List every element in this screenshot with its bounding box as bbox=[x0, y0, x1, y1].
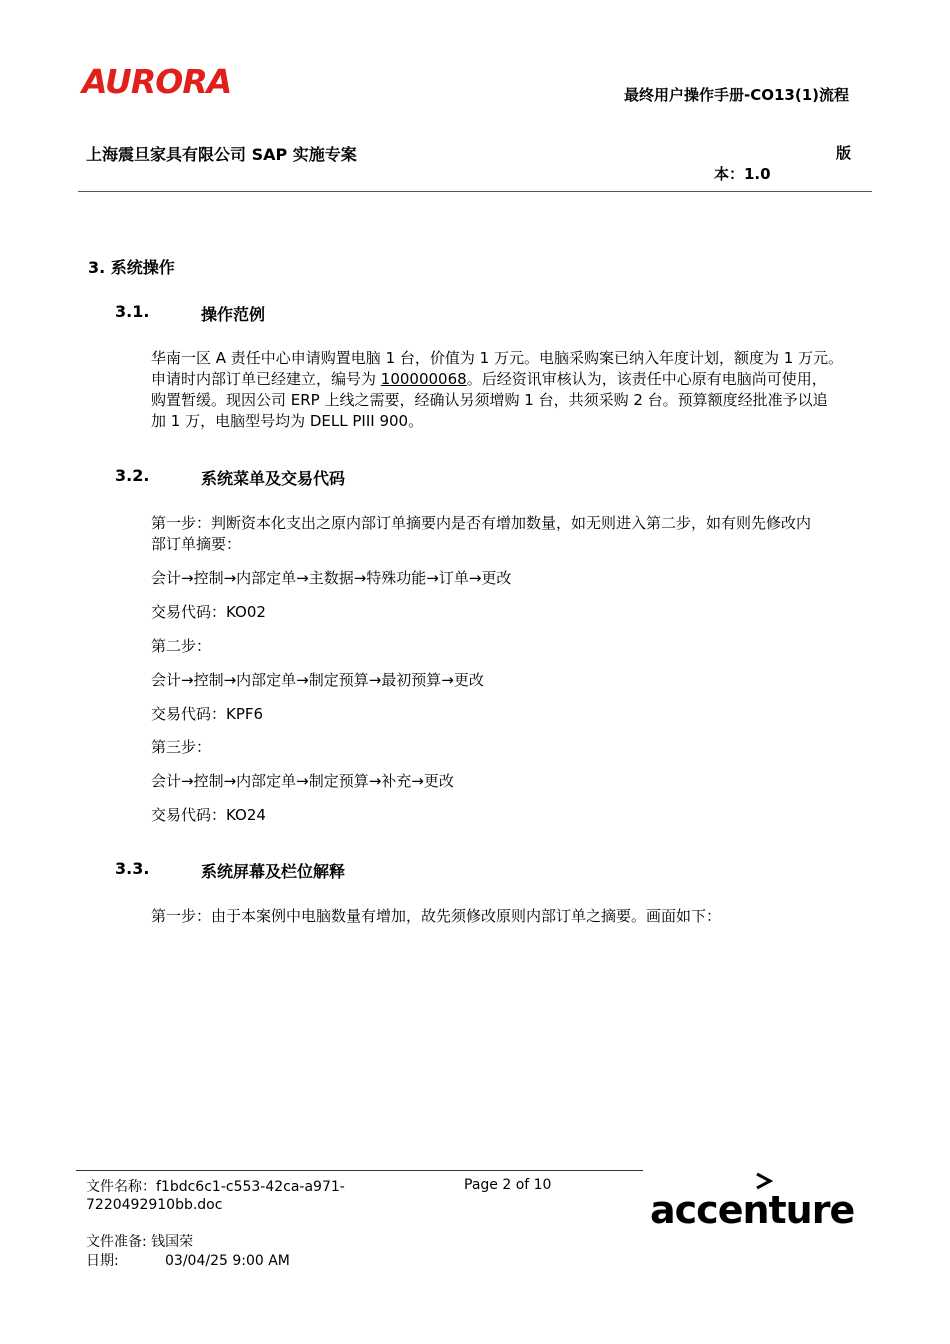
header-divider bbox=[78, 191, 872, 192]
aurora-logo: AURORA bbox=[82, 62, 232, 101]
subsection-3-2-number: 3.2. bbox=[115, 466, 150, 485]
file-name-line: 文件名称：f1bdc6c1-c553-42ca-a971- bbox=[86, 1179, 345, 1195]
paragraph-line: 部订单摘要： bbox=[151, 535, 242, 553]
document-title: 最终用户操作手册-CO13(1)流程 bbox=[624, 86, 850, 104]
file-name-line: 7220492910bb.doc bbox=[86, 1197, 223, 1213]
menu-path-3: 会计→控制→内部定单→制定预算→补充→更改 bbox=[151, 772, 454, 790]
example-paragraph bbox=[151, 348, 881, 432]
company-project-name: 上海震旦家具有限公司 SAP 实施专案 bbox=[86, 145, 357, 164]
subsection-3-3-title: 系统屏幕及栏位解释 bbox=[201, 862, 346, 881]
date-value: 03/04/25 9:00 AM bbox=[165, 1253, 290, 1269]
section-title: 系统操作 bbox=[110, 258, 175, 277]
file-name bbox=[86, 1178, 345, 1214]
paragraph-line bbox=[151, 369, 881, 390]
accenture-logo: accenture bbox=[650, 1188, 855, 1232]
screen-step1-text: 第一步：由于本案例中电脑数量有增加，故先须修改原则内部订单之摘要。画面如下： bbox=[151, 907, 722, 925]
version-label-part1: 版 bbox=[836, 144, 852, 162]
transaction-code-2: 交易代码：KPF6 bbox=[151, 705, 264, 723]
date-label: 日期: bbox=[86, 1253, 119, 1269]
paragraph-line: 购置暂缓。现因公司 ERP 上线之需要，经确认另须增购 1 台，共须采购 2 台。预算额度经批准予以追 bbox=[151, 391, 828, 409]
subsection-3-1-number: 3.1. bbox=[115, 302, 150, 321]
version-label-part2: 本：1.0 bbox=[714, 165, 771, 183]
subsection-3-3-number: 3.3. bbox=[115, 859, 150, 878]
paragraph-text: 申请时内部订单已经建立，编号为 bbox=[151, 370, 381, 388]
order-number: 100000068 bbox=[380, 370, 467, 388]
step2-label: 第二步： bbox=[151, 637, 212, 655]
menu-path-2: 会计→控制→内部定单→制定预算→最初预算→更改 bbox=[151, 671, 484, 689]
paragraph-line: 加 1 万，电脑型号均为 DELL PIII 900。 bbox=[151, 412, 424, 430]
paragraph-line: 华南一区 A 责任中心申请购置电脑 1 台，价值为 1 万元。电脑采购案已纳入年度计划，额度为 1 万元。 bbox=[151, 349, 844, 367]
page-number: Page 2 of 10 bbox=[464, 1177, 552, 1193]
paragraph-text: 。后经资讯审核认为，该责任中心原有电脑尚可使用， bbox=[466, 370, 827, 388]
menu-path-1: 会计→控制→内部定单→主数据→特殊功能→订单→更改 bbox=[151, 569, 512, 587]
section-number: 3. bbox=[88, 258, 106, 277]
prepared-by: 文件准备: 钱国荣 bbox=[86, 1234, 194, 1250]
paragraph-line: 第一步：判断资本化支出之原内部订单摘要内是否有增加数量，如无则进入第二步，如有则先修改内 bbox=[151, 514, 812, 532]
transaction-code-3: 交易代码：KO24 bbox=[151, 806, 266, 824]
step3-label: 第三步： bbox=[151, 738, 212, 756]
transaction-code-1: 交易代码：KO02 bbox=[151, 603, 266, 621]
footer-divider bbox=[76, 1170, 643, 1171]
subsection-3-2-title: 系统菜单及交易代码 bbox=[201, 469, 346, 488]
section-heading bbox=[88, 255, 175, 278]
subsection-3-1-title: 操作范例 bbox=[201, 305, 266, 324]
step1-text bbox=[151, 513, 881, 555]
